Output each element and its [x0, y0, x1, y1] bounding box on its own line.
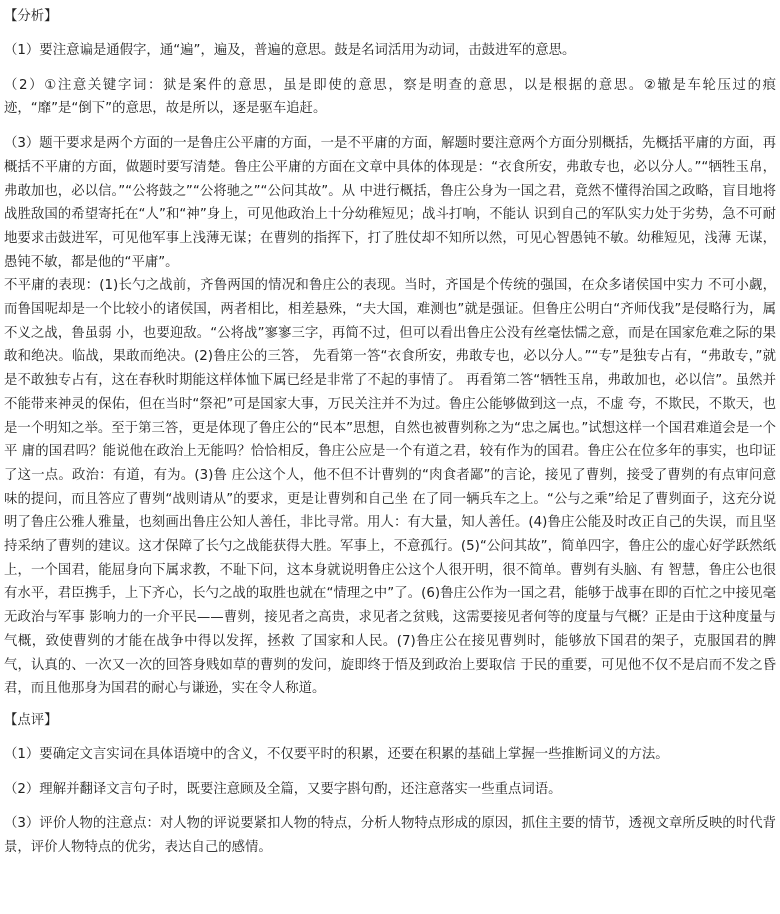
analysis-point-3-continued: 不平庸的表现：(1)长勺之战前，齐鲁两国的情况和鲁庄公的表现。当时，齐国是个传统的强国，在众多诸侯国中实力 不可小觑，而鲁国呢却是一个比较小的诸侯国，两者相比，相差悬殊，“夫大国，难测也”就是强证。但鲁庄公明白“齐师伐我”是侵略行为，属不义之战，鲁虽弱 小，也要迎敌。“公将战”寥寥三字，再简不过，但可以看出鲁庄公没有丝毫怯懦之意，而是在国家危难之际的果敢和绝决。临战，果敢而绝决。(2)鲁庄公的三答， 先看第一答“衣食所安，弗敢专也，必以分人。”“专”是独专占有，“弗敢专，”就是不敢独专占有，这在春秋时期能这样体恤下属已经是非常了不起的事情了。 再看第二答“牺牲玉帛，弗敢加也，必以信”。虽然并不能带来神灵的保佑，但在当时“祭祀”可是国家大事，万民关注并不为过。鲁庄公能够做到这一点，不虚 夸，不欺民，不欺天，也是一个明知之举。至于第三答，更是体现了鲁庄公的“民本”思想，自然也被曹刿称之为“忠之属也。”试想这样一个国君难道会是一个平 庸的国君吗？能说他在政治上无能吗？恰恰相反，鲁庄公应是一个有道之君，较有作为的国君。鲁庄公在位多年的事实，也印证了这一点。政治：有道，有为。(3)鲁 庄公这个人，他不但不计曹刿的“肉食者鄙”的言论，接见了曹刿，接受了曹刿的有点审问意味的提问，而且答应了曹刿“战则请从”的要求，更是让曹刿和自己坐 在了同一辆兵车之上。“公与之乘”给足了曹刿面子，这充分说明了鲁庄公雅人雅量，也刻画出鲁庄公知人善任，非比寻常。用人：有大量，知人善任。(4)鲁庄公能及时改正自己的失误，而且坚持采纳了曹刿的建议。这才保障了长勺之战能获得大胜。军事上，不意孤行。(5)“公问其故”，简单四字，鲁庄公的虚心好学跃然纸上，一个国君，能屈身向下属求教，不耻下问，这本身就说明鲁庄公这个人很开明，很不简单。曹刿有头脑、有 智慧，鲁庄公也很有水平，君臣携手，上下齐心，长勺之战的取胜也就在“情理之中”了。(6)鲁庄公作为一国之君，能够于战事在即的百忙之中接见毫无政治与军事 影响力的一介平民——曹刿，接见者之高贵，求见者之贫贱，这需要接见者何等的度量与气概？正是由于这种度量与气概，致使曹刿的才能在战争中得以发挥，拯救 了国家和人民。(7)鲁庄公在接见曹刿时，能够放下国君的架子，克服国君的脾气，认真的、一次又一次的回答身贱如草的曹刿的发问，旋即终于悟及到政治上要取信 于民的重要，可见他不仅不是启而不发之昏君，而且他那身为国君的耐心与谦逊，实在令人称道。 [4, 278, 776, 697]
analysis-point-2: （2）①注意关键字词：狱是案件的意思，虽是即使的意思，察是明查的意思，以是根据的意思。②辙是车轮压过的痕迹，“靡”是“倒下”的意思，故是所以，逐是驱车追赶。 [4, 77, 776, 117]
comment-point-2: （2）理解并翻译文言句子时，既要注意顾及全篇，又要字斟句酌，还注意落实一些重点词语。 [4, 781, 562, 797]
comment-point-3: （3）评价人物的注意点：对人物的评说要紧扣人物的特点，分析人物特点形成的原因，抓住主要的情节，透视文章所反映的时代背景，评价人物特点的优劣，表达自己的感情。 [4, 816, 776, 856]
comment-heading: 【点评】 [4, 712, 58, 728]
analysis-heading: 【分析】 [4, 9, 58, 24]
analysis-point-3: （3）题干要求是两个方面的一是鲁庄公平庸的方面，一是不平庸的方面，解题时要注意两个方面分别概括，先概括平庸的方面，再概括不平庸的方面，做题时要写清楚。鲁庄公平庸的方面在文章中具体的体现是：“衣食所安，弗敢专也，必以分人。”“牺牲玉帛，弗敢加也，必以信。”“公将鼓之”“公将驰之”“公问其故”。从 中进行概括，鲁庄公身为一国之君，竟然不懂得治国之政略，盲目地将战胜敌国的希望寄托在“人”和“神”身上，可见他政治上十分幼稚短见；战斗打响，不能认 识到自己的军队实力处于劣势，急不可耐地要求击鼓进军，可见他军事上浅薄无谋；在曹刿的指挥下，打了胜仗却不知所以然，可见心智愚钝不敏。幼稚短见，浅薄 无谋，愚钝不敏，都是他的“平庸”。 [4, 136, 776, 270]
analysis-point-1: （1）要注意谝是通假字，通“遍”，遍及，普遍的意思。鼓是名词活用为动词，击鼓进军的意思。 [4, 43, 576, 58]
comment-point-1: （1）要确定文言实词在具体语境中的含义，不仅要平时的积累，还要在积累的基础上掌握一些推断词义的方法。 [4, 746, 669, 762]
